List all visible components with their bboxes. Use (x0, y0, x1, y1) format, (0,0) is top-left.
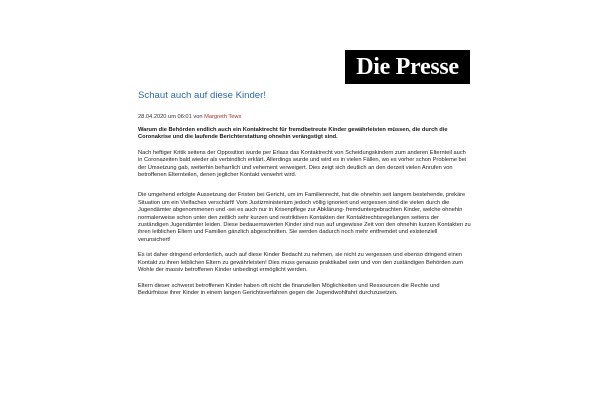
die-presse-logo[interactable]: Die Presse (345, 50, 470, 84)
article (138, 90, 471, 305)
article-paragraph: Es ist daher dringend erforderlich, auch auf diese Kinder Bedacht zu nehmen, sie nicht zu vergessen und ebenso dringend einen Kontakt zu ihren leiblichen Eltern zu gewährleisten! Dies muss genauso praktikabel sein und von den zuständigen Behörden zum Wohle der massiv betroffenen Kinder unbedingt ermöglicht werden. (138, 252, 464, 274)
article-meta (138, 114, 471, 120)
article-paragraph: Nach heftiger Kritik seitens der Opposition wurde per Erlass das Kontaktrecht von Scheidungskindern zum anderen Elternteil auch in Coronazeiten bald wieder als verbindlich erklärt. Allerdings wurde und wird es in vielen Fällen, wo es vorher schon Probleme bei der Umsetzung gab, weiterhin beharrlich und vehement verweigert. Dies zeigt sich deutlich an den derzeit vielen Anrufen von betroffenen Elternteilen, denen jeglicher Kontakt verwehrt wird. (138, 149, 467, 179)
byline-prefix: von (193, 114, 203, 120)
article-date: 28.04.2020 um 06:01 (138, 114, 192, 120)
article-paragraph: Eltern dieser schwerst betroffenen Kinder haben oft nicht die finanziellen Möglichkeiten und Ressourcen die Rechte und Bedürfnisse ihrer Kinder in einem langen Gerichtsverfahren gegen die Jugendwohlfahrt durchzusetzen. (138, 282, 440, 296)
article-lead: Warum die Behörden endlich auch ein Kontaktrecht für fremdbetreute Kinder gewährleisten müssen, die durch die Coronakrise und die laufende Berichterstattung ohnehin verängstigt sind. (138, 127, 448, 141)
article-paragraph: Die umgehend erfolgte Aussetzung der Fristen bei Gericht, um im Familienrecht, hat die ohnehin seit langem bestehende, prekäre Situation um ein Vielfaches verschärft! Vom Justizministerium jedoch völlig ignoriert und vergessen sind die vielen durch die Jugendämter abgenommenen und -sei es auch nur in Krisenpflege zur Abklärung- fremduntergebrachten Kinder, welche ohnehin normalerweise schon unter den zeitlich sehr kurzen und restriktiven Kontakten der Kontaktrechtsregelungen seitens der zuständigen Jugendämter leiden. Diese bedauernswerten Kinder sind nun auf ungewisse Zeit von den ohnehin kurzen Kontakten zu ihren leiblichen Eltern und Familien gänzlich abgeschnitten. Sie werden dadurch noch mehr entfremdet und existenziell verunsichert! (138, 192, 471, 243)
author-link[interactable]: Margreth Tews (204, 114, 242, 120)
article-title: Schaut auch auf diese Kinder! (138, 90, 267, 101)
